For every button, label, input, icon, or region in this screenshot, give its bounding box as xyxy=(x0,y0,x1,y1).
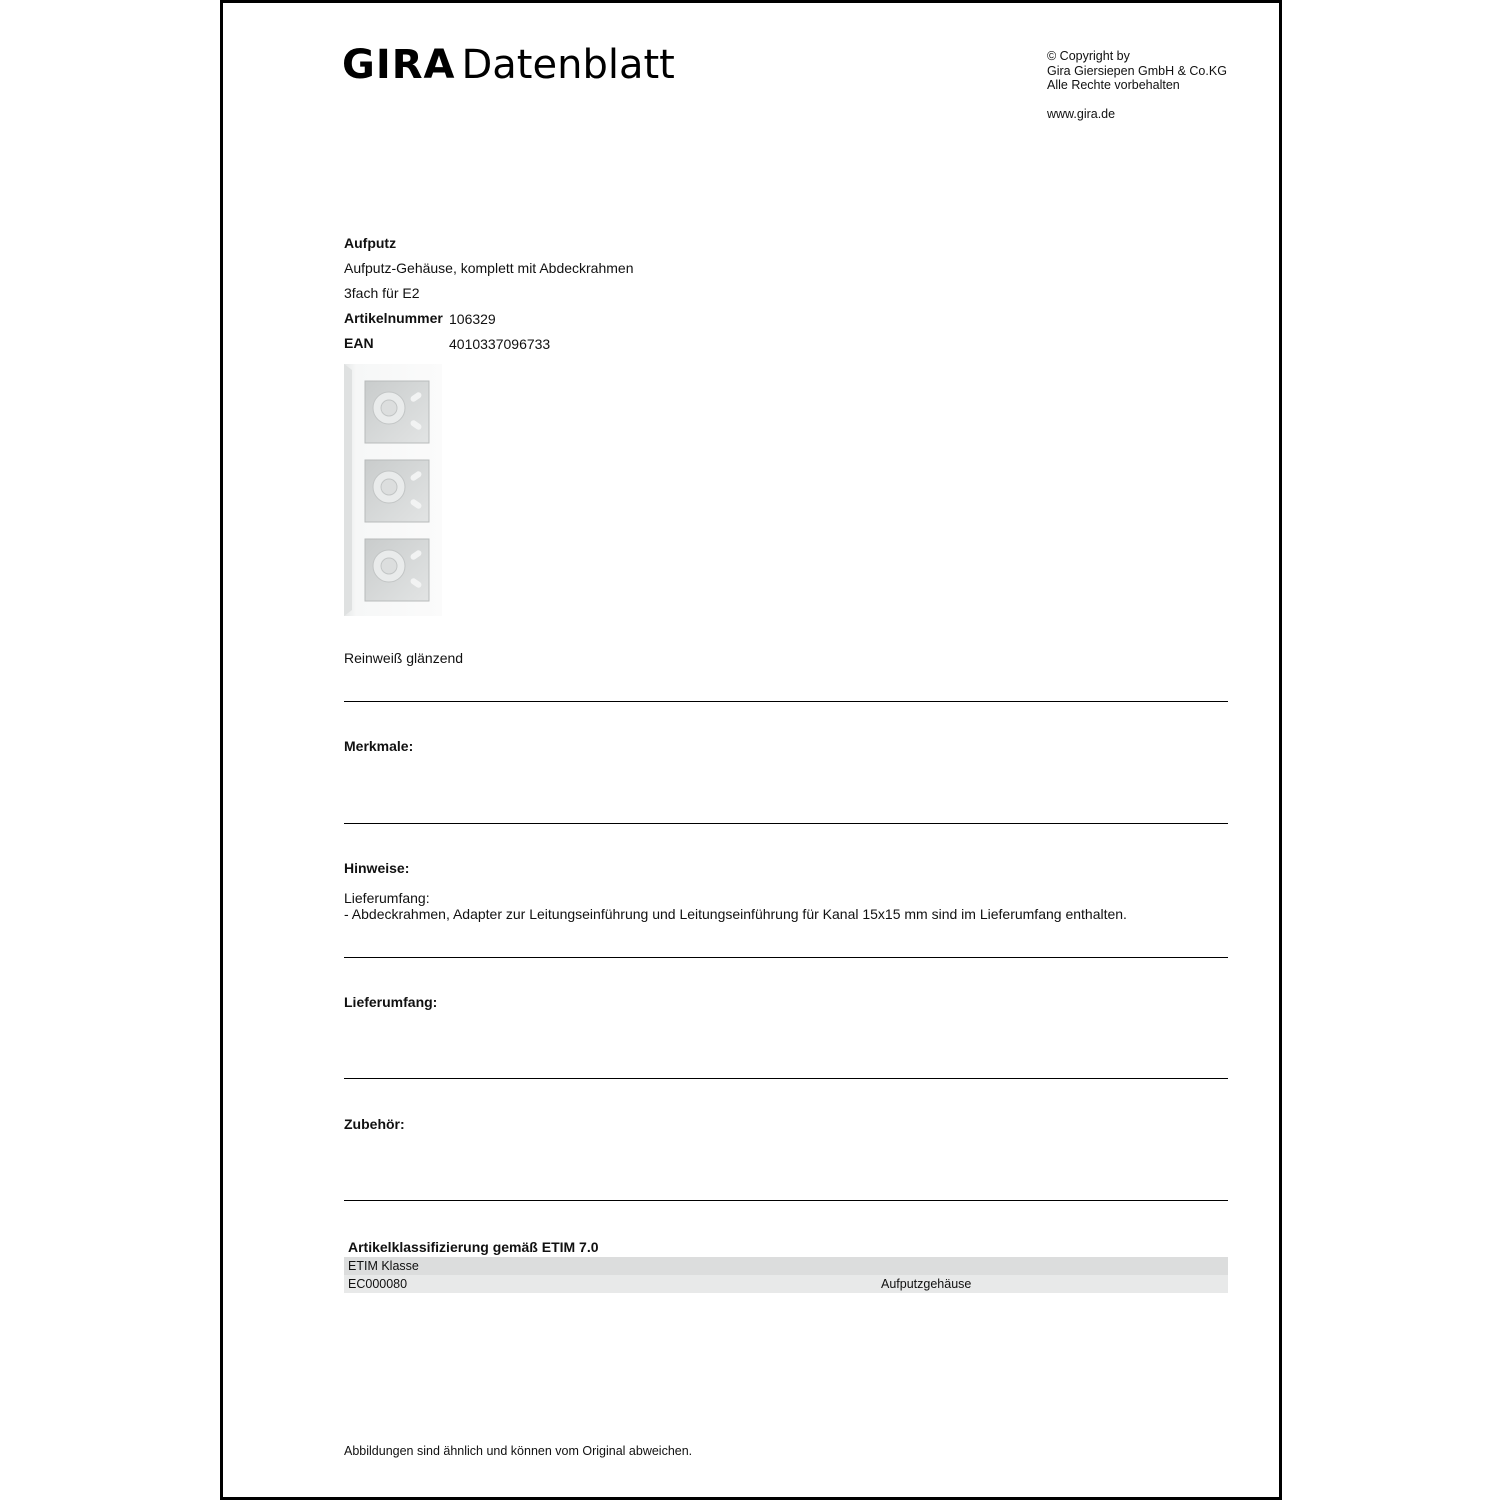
etim-table xyxy=(344,1257,1228,1293)
article-number-label: Artikelnummer xyxy=(344,310,443,326)
zubehoer-heading: Zubehör: xyxy=(344,1116,405,1132)
product-description: Aufputz-Gehäuse, komplett mit Abdeckrahmen xyxy=(344,260,634,276)
product-category: Aufputz xyxy=(344,235,397,251)
section-divider xyxy=(344,1078,1228,1079)
insert-slot xyxy=(365,381,429,443)
etim-class-code: EC000080 xyxy=(344,1275,877,1293)
hinweise-line: - Abdeckrahmen, Adapter zur Leitungseinführung und Leitungseinführung für Kanal 15x15 mm sind im Lieferumfang enthalten. xyxy=(344,906,1127,922)
section-divider xyxy=(344,823,1228,824)
section-divider xyxy=(344,957,1228,958)
product-finish: Reinweiß glänzend xyxy=(344,650,464,666)
section-divider xyxy=(344,1200,1228,1201)
table-row xyxy=(344,1257,1228,1275)
footer-note: Abbildungen sind ähnlich und können vom Original abweichen. xyxy=(344,1444,693,1458)
hinweise-line: Lieferumfang: xyxy=(344,890,430,906)
etim-heading: Artikelklassifizierung gemäß ETIM 7.0 xyxy=(348,1239,599,1255)
brand-name: GIRA xyxy=(342,42,456,88)
etim-class-label: ETIM Klasse xyxy=(344,1257,1228,1275)
lieferumfang-heading: Lieferumfang: xyxy=(344,994,438,1010)
document-title: Datenblatt xyxy=(461,42,675,88)
copyright-line: © Copyright by xyxy=(1047,49,1130,63)
merkmale-heading: Merkmale: xyxy=(344,738,414,754)
article-number-value: 106329 xyxy=(449,311,496,327)
copyright-line: Alle Rechte vorbehalten xyxy=(1047,78,1180,92)
etim-class-name: Aufputzgehäuse xyxy=(877,1275,1228,1293)
insert-slot xyxy=(365,539,429,601)
website-link[interactable]: www.gira.de xyxy=(1047,106,1116,121)
surface-housing-icon xyxy=(344,364,442,616)
table-row xyxy=(344,1275,1228,1293)
section-divider xyxy=(344,701,1228,702)
gira-logo xyxy=(342,42,675,92)
ean-value: 4010337096733 xyxy=(449,336,551,352)
copyright-block xyxy=(1047,49,1227,121)
product-image xyxy=(344,364,442,616)
hinweise-heading: Hinweise: xyxy=(344,860,410,876)
product-variant: 3fach für E2 xyxy=(344,285,420,301)
insert-slot xyxy=(365,460,429,522)
ean-label: EAN xyxy=(344,335,374,351)
copyright-line: Gira Giersiepen GmbH & Co.KG xyxy=(1047,63,1227,78)
